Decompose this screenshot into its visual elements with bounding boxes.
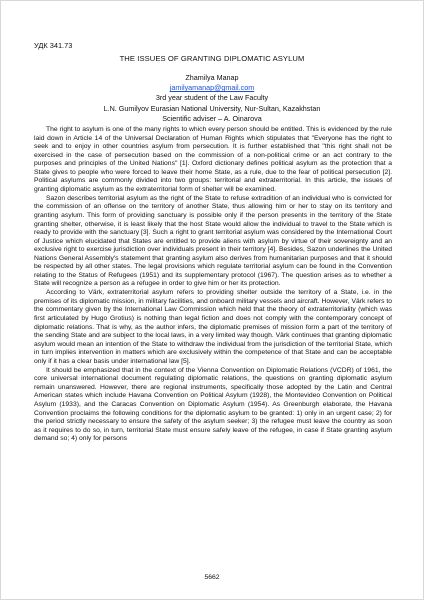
- author-university: L.N. Gumilyov Eurasian National University, Nur-Sultan, Kazakhstan: [103, 103, 321, 113]
- page-number: 5662: [204, 574, 220, 581]
- paragraph-4: It should be emphasized that in the context of the Vienna Convention on Diplomatic Relations (VCDR) of 1961, the core universal international document regulating diplomatic relations, the questions on granting diplomatic asylum remain unanswered. However, there are regional instruments, specifically those adopted by the Latin and Central American states which include Havana Convention on Political Asylum (1928), the Montevideo Convention on Political Asylum (1933), and the Caracas Convention on Diplomatic Asylum (1954). As Greenburgh elaborate, the Havana Convention proclaims the following conditions for the diplomatic asylum to be granted: 1) only in an urgent case; 2) for the period strictly necessary to ensure the safety of the asylum seeker; 3) the refugee must leave the country as soon as it requires to do so, in turn, territorial State must ensure safely leave of the refugee, in case if State granting asylum demand so; 4) only for persons: [34, 366, 392, 443]
- paragraph-1: The right to asylum is one of the many rights to which every person should be entitled. This is evidenced by the rule laid down in Article 14 of the Universal Declaration of Human Rights which stipulates that "Everyone has the right to seek and to enjoy in other countries asylum from persecution. It is further established that "this right shall not be exercised in the case of persecution based on the commission of a non-political crime or an act contrary to the purposes and principles of the United Nations" [1]. Oxford dictionary defines political asylum as the protection that a State gives to people who were forced to leave their home State, as a rule, due to the fear of political persecution [2]. Political asylums are commonly divided into two groups: territorial and extraterritorial. In this article, the issues of granting diplomatic asylum as the extraterritorial form of shelter will be examined.: [34, 126, 392, 193]
- article-title: THE ISSUES OF GRANTING DIPLOMATIC ASYLUM: [119, 54, 305, 63]
- udk-code: УДК 341.73: [34, 41, 73, 50]
- author-name: Zhamilya Manap: [185, 73, 239, 82]
- article-body: [34, 126, 392, 444]
- scientific-adviser: Scientific adviser – A. Oinarova: [162, 113, 262, 123]
- author-email-link[interactable]: jamilyamanap@gmail.com: [169, 83, 255, 93]
- author-block: [1, 73, 423, 124]
- paragraph-3: According to Värk, extraterritorial asylum refers to providing shelter outside the territory of a State, i.e. in the premises of its diplomatic mission, in military facilities, and onboard military vessels and aircraft. However, Värk refers to the commentary given by the International Law Commission which held that the theory of extraterritoriality (which was first articulated by Hugo Grotius) is nothing than legal fiction and does not comply with the contemporary concept of diplomatic relations. That is why, as the author infers, the diplomatic premises of mission form a part of the territory of the sending State and are subject to the local laws, in a very limited way though. Värk continues that granting diplomatic asylum would mean an intention of the State to withdraw the individual from the jurisdiction of the territorial State, which in turn implies intervention in matters which are exclusively within the competence of that State and can be acceptable only if it has a clear basis under international law [5].: [34, 289, 392, 365]
- author-role: 3rd year student of the Law Faculty: [155, 93, 269, 103]
- paragraph-2: Sazon describes territorial asylum as the right of the State to refuse extradition of an individual who is convicted for the commission of an offense on the territory of another State, thus allowing him or her to stay on its territory and granting asylum. This form of providing sanctuary is possible only if the person presents in the territory of the State granting shelter, otherwise, it is least likely that the host State would allow the individual to travel to the State which is ready to provide with the sanctuary [3]. Such a right to grant territorial asylum was considered by the International Court of Justice which elucidated that States are entitled to provide aliens with asylum by virtue of their sovereignty and an exclusive right to exercise jurisdiction over individuals present in their territory [4]. Besides, Sazon underlines the United Nations General Assembly's statement that granting asylum also derives from humanitarian purposes and that it should be respected by all other states. The legal provisions which regulate territorial asylum can be found in the Convention relating to the Status of Refugees (1951) and its supplementary protocol (1967). The question arises as to whether a State will recognize a person as a refugee in order to give him or her its protection.: [34, 194, 392, 288]
